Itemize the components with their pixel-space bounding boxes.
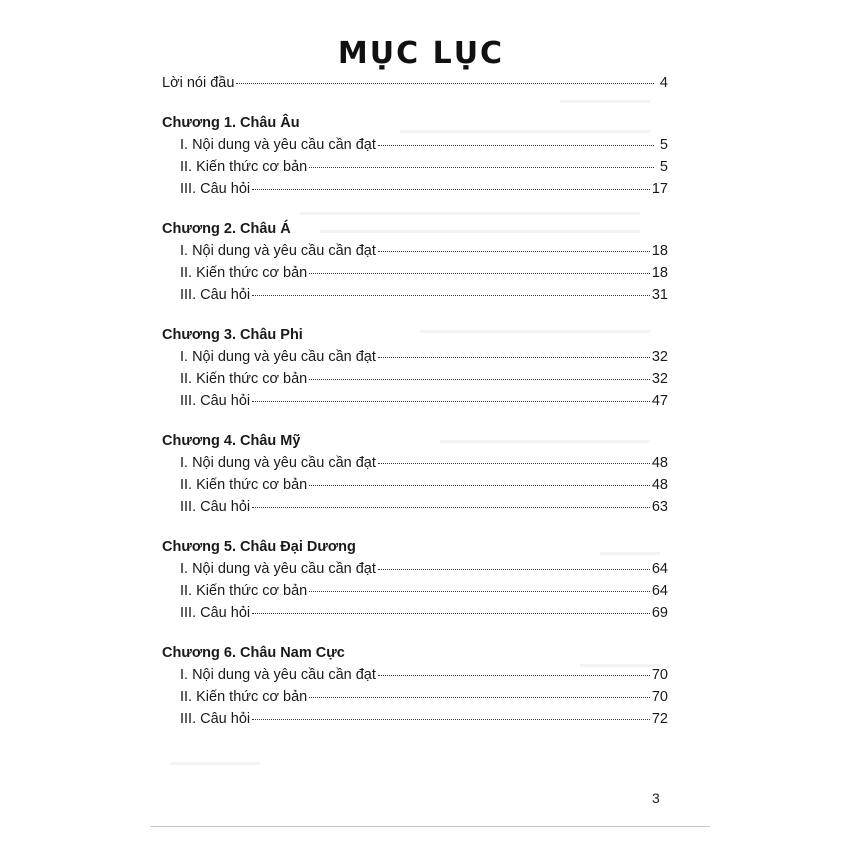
dot-leader bbox=[252, 719, 650, 720]
toc-entry-page: 72 bbox=[651, 711, 668, 727]
chapter-heading[interactable]: Chương 1. Châu Âu bbox=[162, 115, 300, 131]
dot-leader bbox=[309, 273, 650, 274]
dot-leader bbox=[378, 145, 654, 146]
dot-leader bbox=[378, 675, 650, 676]
toc-entry-page: 48 bbox=[651, 477, 668, 493]
toc-entry-page: 64 bbox=[651, 561, 668, 577]
toc-entry-label: III. Câu hỏi bbox=[180, 287, 251, 303]
toc-entry[interactable] bbox=[162, 686, 668, 708]
dot-leader bbox=[378, 569, 650, 570]
toc-entry-page: 69 bbox=[651, 605, 668, 621]
toc-entry[interactable] bbox=[162, 262, 668, 284]
toc-entry-label: I. Nội dung và yêu cầu cần đạt bbox=[180, 349, 376, 365]
chapter-heading[interactable]: Chương 2. Châu Á bbox=[162, 221, 291, 237]
toc-entry[interactable] bbox=[162, 346, 668, 368]
toc-entry[interactable] bbox=[162, 602, 668, 624]
page-title: MỤC LỤC bbox=[337, 36, 505, 71]
toc-entry-label: III. Câu hỏi bbox=[180, 181, 251, 197]
toc-entry[interactable] bbox=[162, 664, 668, 686]
table-of-contents bbox=[162, 72, 668, 730]
toc-entry[interactable] bbox=[162, 368, 668, 390]
toc-entry-label: III. Câu hỏi bbox=[180, 711, 251, 727]
toc-entry-label: I. Nội dung và yêu cầu cần đạt bbox=[180, 667, 376, 683]
toc-entry[interactable] bbox=[162, 452, 668, 474]
toc-entry[interactable] bbox=[162, 708, 668, 730]
dot-leader bbox=[309, 379, 650, 380]
chapter-heading[interactable]: Chương 5. Châu Đại Dương bbox=[162, 539, 356, 555]
toc-entry-label: II. Kiến thức cơ bản bbox=[180, 265, 308, 281]
toc-entry[interactable] bbox=[162, 474, 668, 496]
toc-entry-label: II. Kiến thức cơ bản bbox=[180, 371, 308, 387]
dot-leader bbox=[309, 591, 650, 592]
toc-entry[interactable] bbox=[162, 284, 668, 306]
toc-entry-page: 70 bbox=[651, 667, 668, 683]
toc-entry-label: I. Nội dung và yêu cầu cần đạt bbox=[180, 561, 376, 577]
toc-entry[interactable] bbox=[162, 558, 668, 580]
toc-entry[interactable] bbox=[162, 390, 668, 412]
toc-entry-page: 4 bbox=[659, 75, 668, 91]
toc-entry[interactable] bbox=[162, 156, 668, 178]
toc-entry[interactable] bbox=[162, 178, 668, 200]
toc-entry-label: II. Kiến thức cơ bản bbox=[180, 477, 308, 493]
toc-entry-label: II. Kiến thức cơ bản bbox=[180, 689, 308, 705]
toc-entry-page: 48 bbox=[651, 455, 668, 471]
toc-entry-label: I. Nội dung và yêu cầu cần đạt bbox=[180, 243, 376, 259]
toc-entry-page: 5 bbox=[659, 159, 668, 175]
page-number: 3 bbox=[652, 790, 660, 806]
dot-leader bbox=[378, 251, 650, 252]
toc-entry-label: II. Kiến thức cơ bản bbox=[180, 159, 308, 175]
dot-leader bbox=[252, 507, 650, 508]
chapter-heading[interactable]: Chương 3. Châu Phi bbox=[162, 327, 303, 343]
dot-leader bbox=[252, 189, 650, 190]
chapter-heading[interactable]: Chương 4. Châu Mỹ bbox=[162, 433, 301, 449]
dot-leader bbox=[309, 167, 654, 168]
toc-entry-page: 17 bbox=[651, 181, 668, 197]
dot-leader bbox=[309, 697, 650, 698]
show-through-mark bbox=[170, 762, 260, 765]
toc-entry-label: I. Nội dung và yêu cầu cần đạt bbox=[180, 137, 376, 153]
toc-entry-label: I. Nội dung và yêu cầu cần đạt bbox=[180, 455, 376, 471]
toc-entry-page: 64 bbox=[651, 583, 668, 599]
toc-entry-page: 18 bbox=[651, 265, 668, 281]
dot-leader bbox=[378, 463, 650, 464]
dot-leader bbox=[252, 295, 650, 296]
toc-entry[interactable] bbox=[162, 134, 668, 156]
toc-entry-label: III. Câu hỏi bbox=[180, 393, 251, 409]
toc-entry-page: 70 bbox=[651, 689, 668, 705]
toc-entry-intro[interactable] bbox=[162, 72, 668, 94]
bottom-divider bbox=[150, 826, 710, 827]
toc-entry-label: II. Kiến thức cơ bản bbox=[180, 583, 308, 599]
dot-leader bbox=[309, 485, 650, 486]
dot-leader bbox=[252, 613, 650, 614]
toc-entry[interactable] bbox=[162, 240, 668, 262]
toc-entry-page: 63 bbox=[651, 499, 668, 515]
toc-entry-page: 47 bbox=[651, 393, 668, 409]
chapter-heading[interactable]: Chương 6. Châu Nam Cực bbox=[162, 645, 345, 661]
dot-leader bbox=[236, 83, 654, 84]
toc-entry[interactable] bbox=[162, 496, 668, 518]
toc-entry[interactable] bbox=[162, 580, 668, 602]
toc-entry-label: III. Câu hỏi bbox=[180, 605, 251, 621]
toc-entry-label: III. Câu hỏi bbox=[180, 499, 251, 515]
toc-entry-page: 31 bbox=[651, 287, 668, 303]
toc-entry-page: 18 bbox=[651, 243, 668, 259]
toc-entry-page: 32 bbox=[651, 371, 668, 387]
dot-leader bbox=[378, 357, 650, 358]
toc-entry-page: 32 bbox=[651, 349, 668, 365]
dot-leader bbox=[252, 401, 650, 402]
toc-entry-page: 5 bbox=[659, 137, 668, 153]
toc-entry-label: Lời nói đầu bbox=[162, 75, 235, 91]
